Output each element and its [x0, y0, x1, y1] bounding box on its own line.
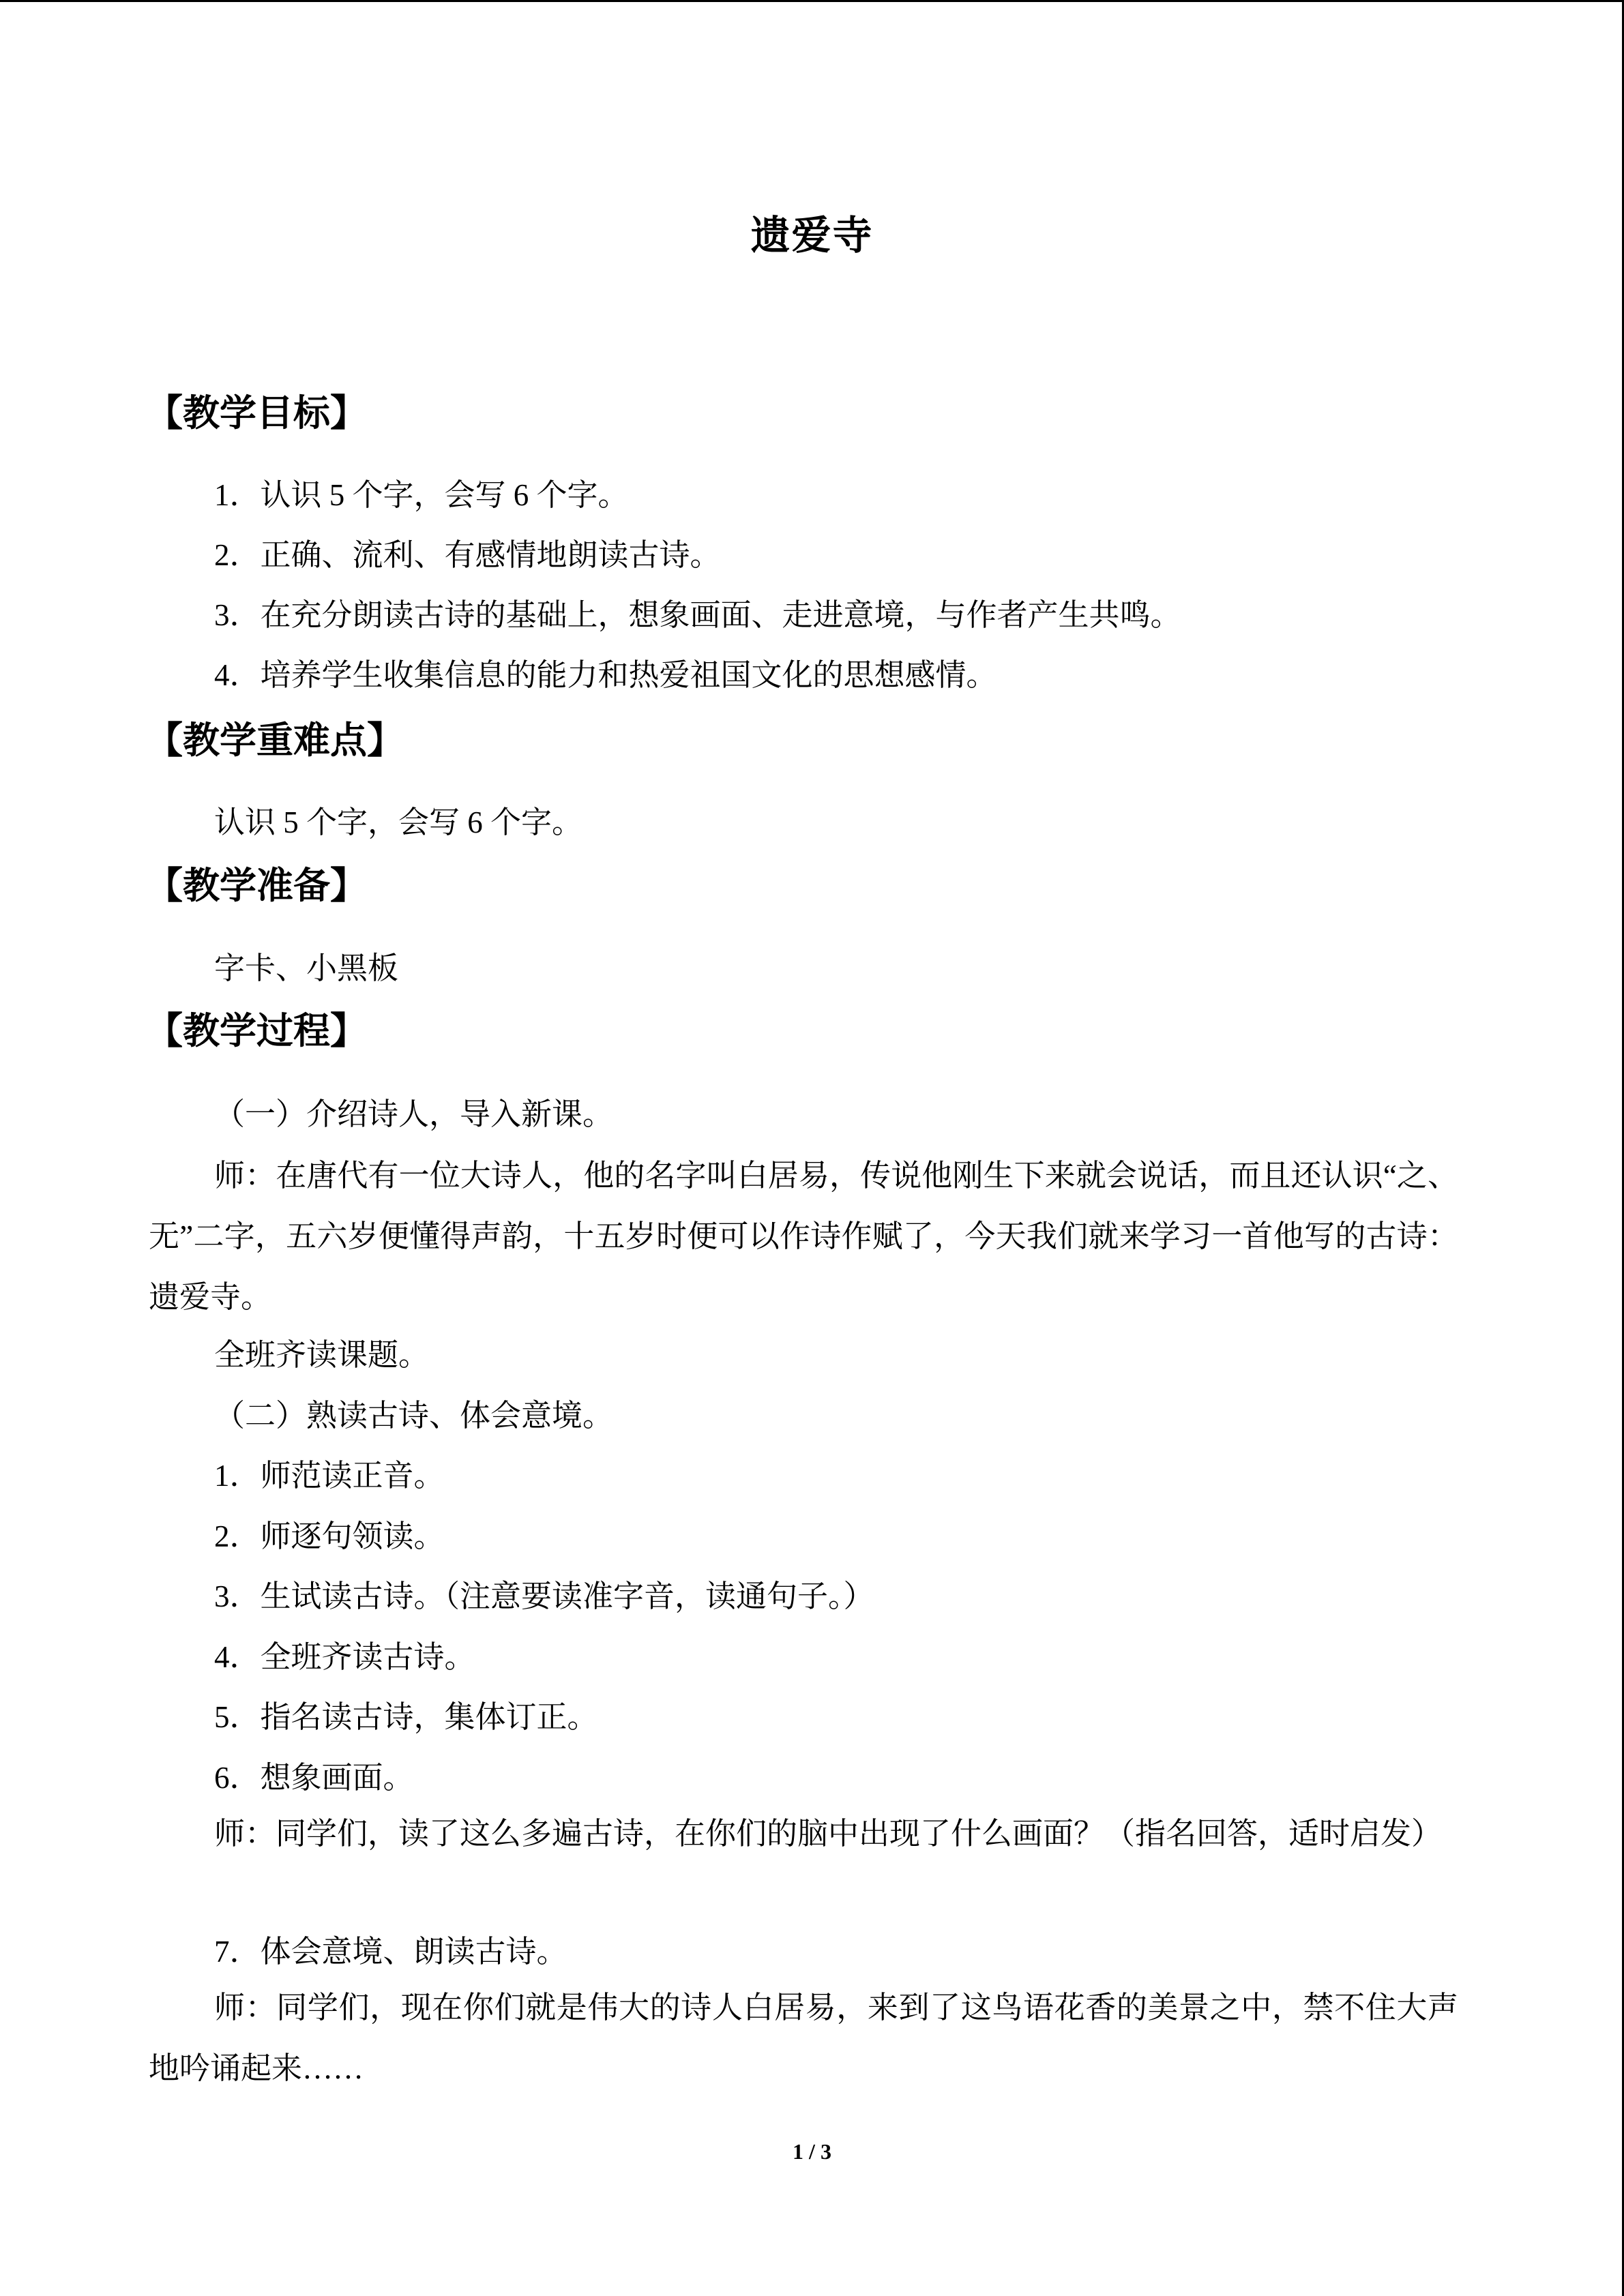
process-item-6: 6．想象画面。 [214, 1761, 414, 1795]
top-border [0, 0, 1624, 2]
process-step-read: （二）熟读古诗、体会意境。 [214, 1399, 614, 1433]
process-line-read-title: 全班齐读课题。 [214, 1338, 430, 1372]
document-title: 遗爱寺 [750, 213, 874, 258]
process-item-2: 2．师逐句领读。 [214, 1519, 445, 1553]
objective-item-2: 2．正确、流利、有感情地朗读古诗。 [214, 538, 721, 572]
heading-process: 【教学过程】 [146, 1011, 367, 1052]
process-paragraph-recite: 师：同学们，现在你们就是伟大的诗人白居易，来到了这鸟语花香的美景之中，禁不住大声地吟诵起来…… [149, 1991, 1458, 2085]
process-item-5: 5．指名读古诗，集体订正。 [214, 1700, 598, 1734]
process-paragraph-imagine: 师：同学们，读了这么多遍古诗，在你们的脑中出现了什么画面？（指名回答，适时启发） [214, 1817, 1443, 1851]
page-number: 1 / 3 [793, 2139, 831, 2164]
heading-key-points: 【教学重难点】 [146, 720, 404, 761]
process-item-1: 1．师范读正音。 [214, 1459, 445, 1493]
heading-objectives: 【教学目标】 [146, 393, 367, 434]
process-paragraph-poet: 师：在唐代有一位大诗人，他的名字叫白居易，传说他刚生下来就会说话，而且还认识“之、无”二字，五六岁便懂得声韵，十五岁时便可以作诗作赋了，今天我们就来学习一首他写的古诗：遗爱寺。 [149, 1159, 1458, 1314]
process-item-7: 7．体会意境、朗读古诗。 [214, 1935, 567, 1969]
process-step-intro: （一）介绍诗人，导入新课。 [214, 1097, 614, 1131]
heading-preparation: 【教学准备】 [146, 865, 367, 906]
key-points-text: 认识 5 个字，会写 6 个字。 [214, 805, 583, 839]
objective-item-4: 4．培养学生收集信息的能力和热爱祖国文化的思想感情。 [214, 658, 997, 692]
objective-item-1: 1．认识 5 个字，会写 6 个字。 [214, 478, 629, 512]
preparation-text: 字卡、小黑板 [214, 951, 399, 985]
objective-item-3: 3．在充分朗读古诗的基础上，想象画面、走进意境，与作者产生共鸣。 [214, 598, 1181, 632]
process-item-4: 4．全班齐读古诗。 [214, 1640, 475, 1674]
process-item-3: 3．生试读古诗。（注意要读准字音，读通句子。） [214, 1579, 874, 1613]
